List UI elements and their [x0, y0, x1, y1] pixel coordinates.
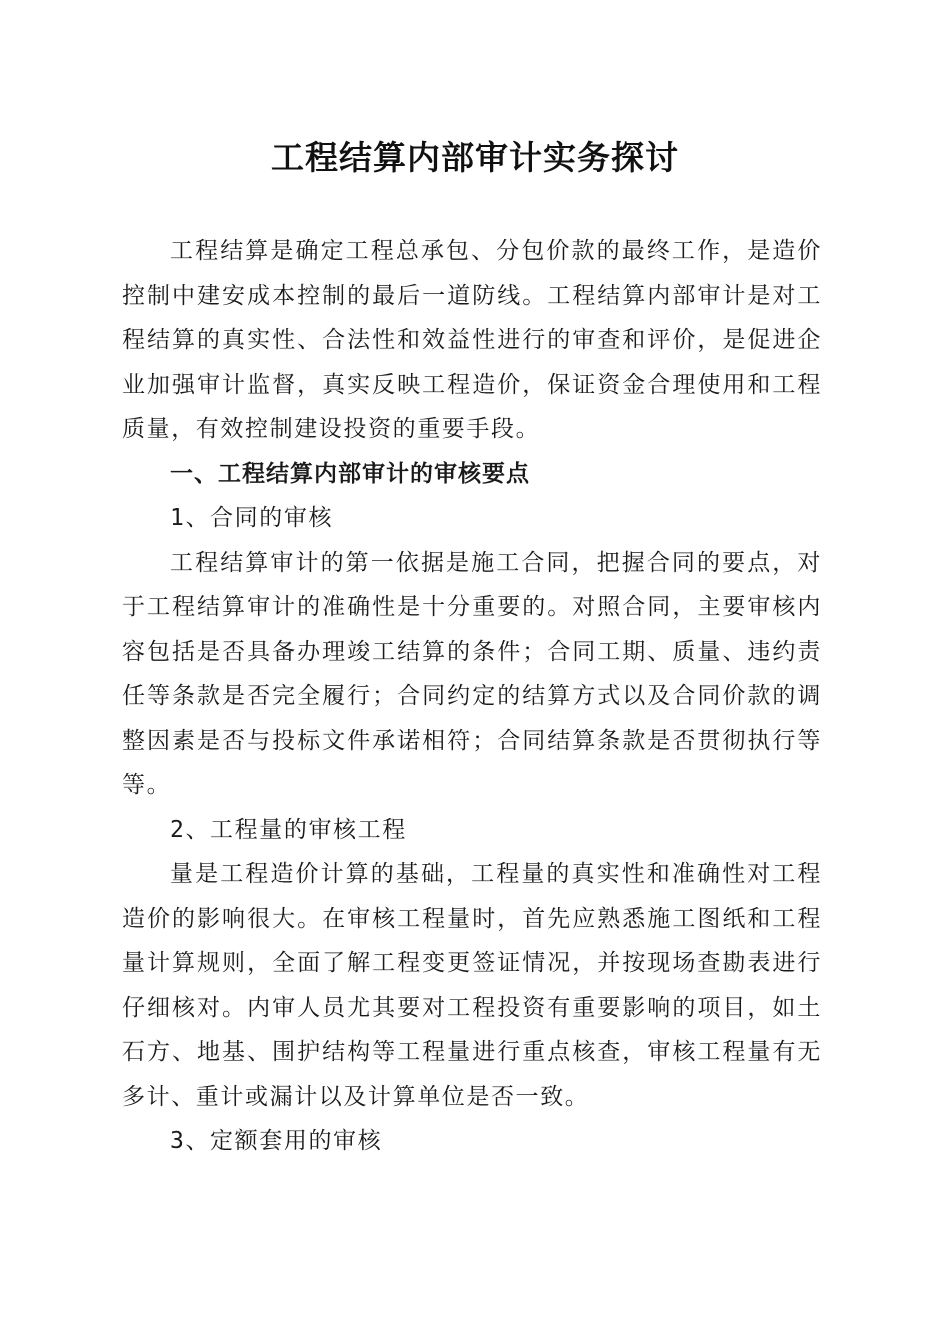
- subsection-heading-quota: 3、定额套用的审核: [170, 1128, 383, 1154]
- quantity-review-paragraph: 量是工程造价计算的基础，工程量的真实性和准确性对工程造价的影响很大。在审核工程量时，首先应熟悉施工图纸和工程量计算规则，全面了解工程变更签证情况，并按现场查勘表进行仔细核对。内审人员尤其要对工程投资有重要影响的项目，如土石方、地基、围护结构等工程量进行重点核查，审核工程量有无多计、重计或漏计以及计算单位是否一致。: [122, 861, 822, 1110]
- section-heading: 一、工程结算内部审计的审核要点: [170, 460, 530, 487]
- intro-paragraph: 工程结算是确定工程总承包、分包价款的最终工作，是造价控制中建安成本控制的最后一道防线。工程结算内部审计是对工程结算的真实性、合法性和效益性进行的审查和评价，是促进企业加强审计监督，真实反映工程造价，保证资金合理使用和工程质量，有效控制建设投资的重要手段。: [122, 238, 822, 442]
- subsection-heading-quantity: 2、工程量的审核工程: [170, 816, 407, 843]
- contract-review-paragraph: 工程结算审计的第一依据是施工合同，把握合同的要点，对于工程结算审计的准确性是十分重要的。对照合同，主要审核内容包括是否具备办理竣工结算的条件；合同工期、质量、违约责任等条款是否完全履行；合同约定的结算方式以及合同价款的调整因素是否与投标文件承诺相符；合同结算条款是否贯彻执行等等。: [122, 549, 822, 798]
- subsection-heading-contract: 1、合同的审核: [170, 505, 334, 531]
- document-body: [122, 229, 822, 1164]
- document-title: 工程结算内部审计实务探讨: [271, 138, 679, 177]
